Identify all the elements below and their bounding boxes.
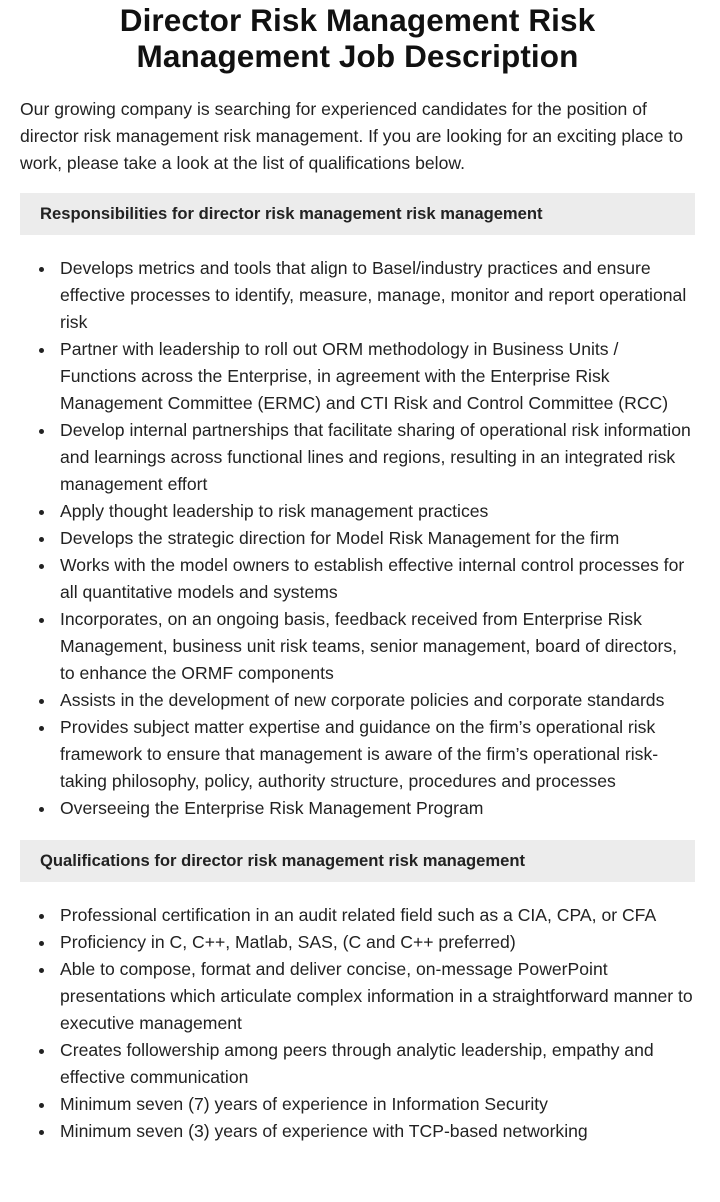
- job-description-page: [0, 2, 720, 1202]
- list-item: Partner with leadership to roll out ORM methodology in Business Units / Functions across the Enterprise, in agreement with the Enterprise Risk Management Committee (ERMC) and CTI Risk and Control Committee (RCC): [60, 336, 695, 417]
- list-item: Overseeing the Enterprise Risk Management Program: [60, 795, 695, 822]
- list-item: Apply thought leadership to risk management practices: [60, 498, 695, 525]
- list-item: Professional certification in an audit related field such as a CIA, CPA, or CFA: [60, 902, 695, 929]
- list-item: Minimum seven (3) years of experience with TCP-based networking: [60, 1118, 695, 1145]
- list-item: Proficiency in C, C++, Matlab, SAS, (C and C++ preferred): [60, 929, 695, 956]
- list-item: Develops metrics and tools that align to Basel/industry practices and ensure effective processes to identify, measure, manage, monitor and report operational risk: [60, 255, 695, 336]
- responsibilities-heading: Responsibilities for director risk management risk management: [20, 193, 695, 235]
- list-item: Provides subject matter expertise and guidance on the firm’s operational risk framework to ensure that management is aware of the firm’s operational risk-taking philosophy, policy, authority structure, procedures and processes: [60, 714, 695, 795]
- list-item: Able to compose, format and deliver concise, on-message PowerPoint presentations which articulate complex information in a straightforward manner to executive management: [60, 956, 695, 1037]
- list-item: Incorporates, on an ongoing basis, feedback received from Enterprise Risk Management, business unit risk teams, senior management, board of directors, to enhance the ORMF components: [60, 606, 695, 687]
- responsibilities-list: [20, 255, 695, 822]
- list-item: Creates followership among peers through analytic leadership, empathy and effective communication: [60, 1037, 695, 1091]
- qualifications-list: [20, 902, 695, 1145]
- intro-paragraph: Our growing company is searching for experienced candidates for the position of director risk management risk management. If you are looking for an exciting place to work, please take a look at the list of qualifications below.: [20, 99, 684, 173]
- list-item: Assists in the development of new corporate policies and corporate standards: [60, 687, 695, 714]
- qualifications-heading: Qualifications for director risk management risk management: [20, 840, 695, 882]
- page-title: Director Risk Management Risk Management Job Description: [119, 2, 596, 74]
- list-item: Develops the strategic direction for Model Risk Management for the firm: [60, 525, 695, 552]
- list-item: Works with the model owners to establish effective internal control processes for all quantitative models and systems: [60, 552, 695, 606]
- list-item: Develop internal partnerships that facilitate sharing of operational risk information and learnings across functional lines and regions, resulting in an integrated risk management effort: [60, 417, 695, 498]
- list-item: Minimum seven (7) years of experience in Information Security: [60, 1091, 695, 1118]
